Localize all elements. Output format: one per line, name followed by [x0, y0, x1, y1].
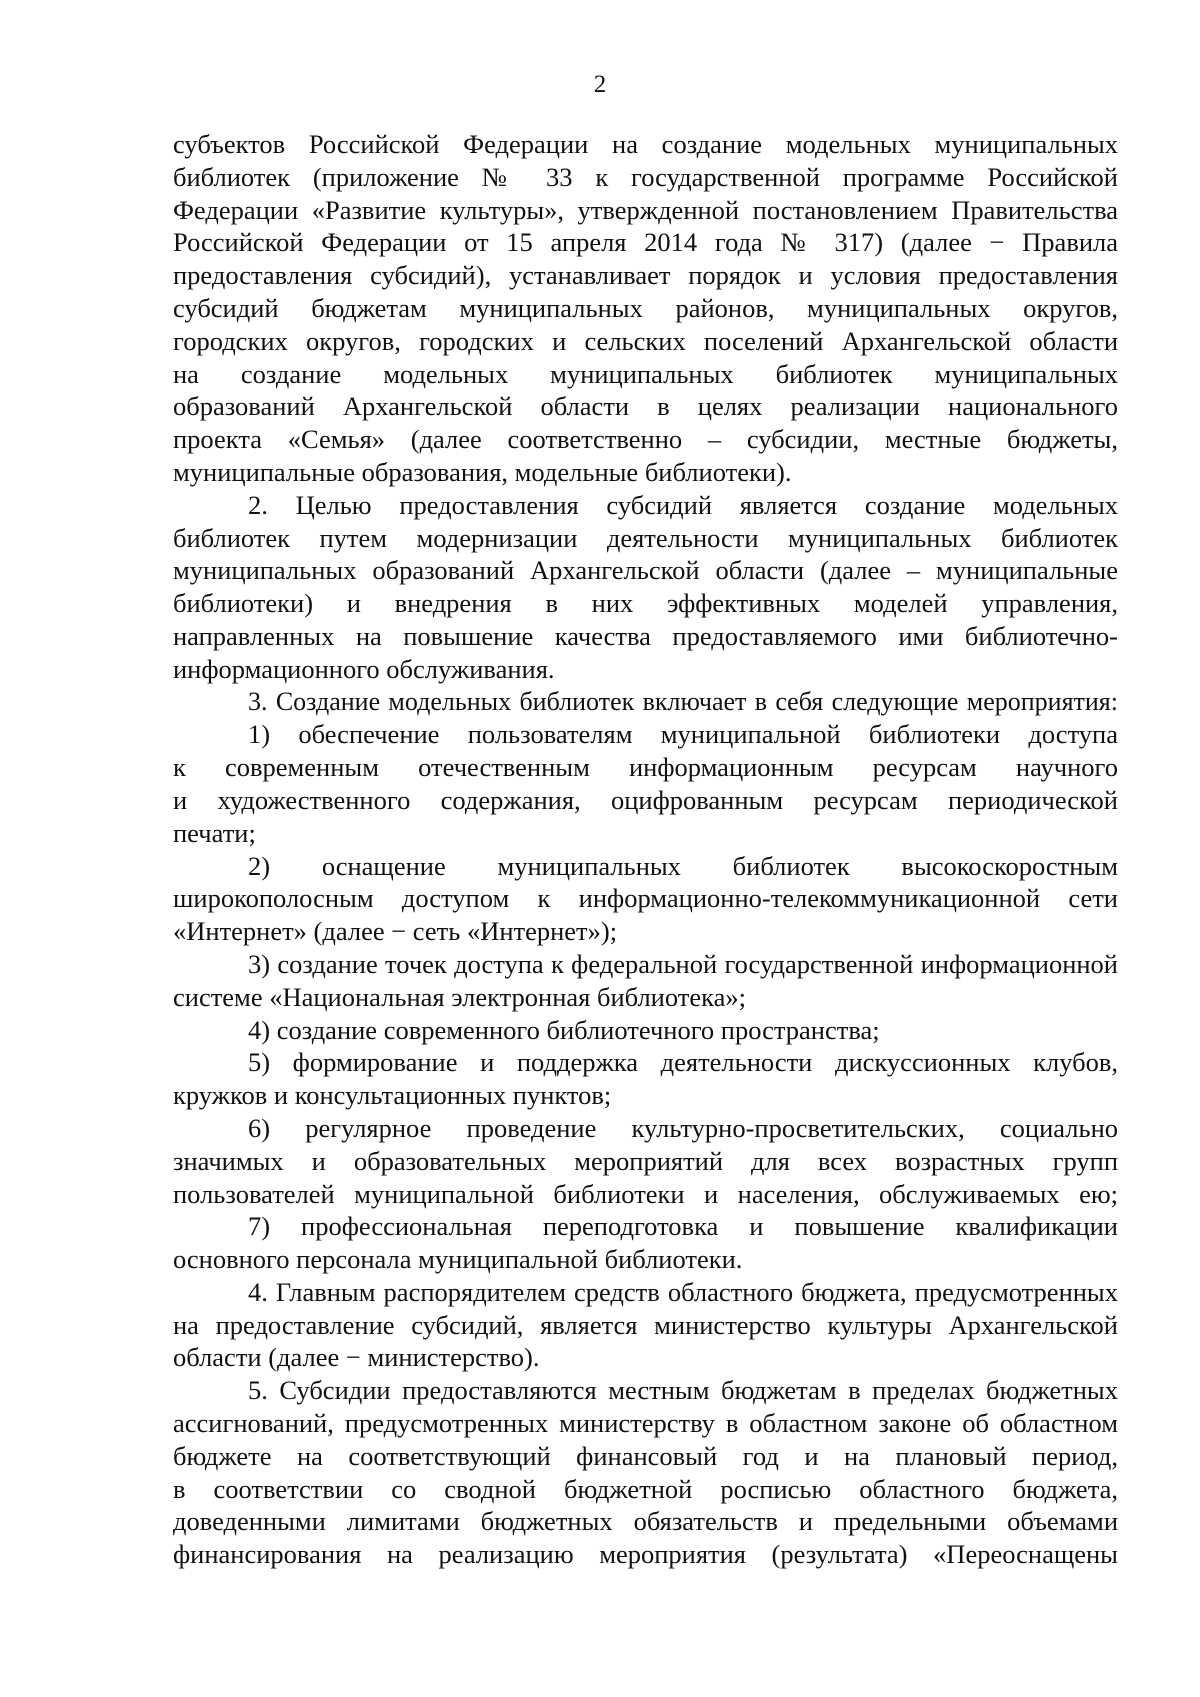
text-line: доведенными лимитами бюджетных обязательств и предельными объемами	[173, 1506, 1118, 1537]
text-line: муниципальных образований Архангельской области (далее – муниципальные	[173, 555, 1118, 586]
text-line: библиотеки) и внедрения в них эффективных моделей управления,	[173, 588, 1118, 619]
text-line: 4) создание современного библиотечного пространства;	[248, 1014, 880, 1045]
text-line: системе «Национальная электронная библиотека»;	[173, 981, 746, 1012]
text-line: 5) формирование и поддержка деятельности дискуссионных клубов,	[248, 1047, 1118, 1078]
text-line: Российской Федерации от 15 апреля 2014 года № 317) (далее − Правила	[173, 227, 1118, 258]
text-line: библиотек (приложение № 33 к государственной программе Российской	[173, 161, 1118, 192]
text-line: и художественного содержания, оцифрованным ресурсам периодической	[173, 784, 1118, 815]
text-line: библиотек путем модернизации деятельности муниципальных библиотек	[173, 522, 1118, 553]
text-line: 3. Создание модельных библиотек включает в себя следующие мероприятия:	[248, 686, 1118, 716]
text-line: субъектов Российской Федерации на создание модельных муниципальных	[173, 129, 1118, 159]
text-line: 1) обеспечение пользователям муниципальной библиотеки доступа	[248, 719, 1118, 750]
text-line: городских округов, городских и сельских поселений Архангельской области	[173, 325, 1118, 356]
text-line: информационного обслуживания.	[173, 653, 555, 684]
text-line: направленных на повышение качества предоставляемого ими библиотечно-	[173, 620, 1118, 651]
text-line: области (далее − министерство).	[173, 1342, 540, 1373]
text-line: 3) создание точек доступа к федеральной государственной информационной	[248, 948, 1118, 979]
text-line: 6) регулярное проведение культурно-просветительских, социально	[248, 1112, 1118, 1143]
text-line: проекта «Семья» (далее соответственно – субсидии, местные бюджеты,	[173, 424, 1118, 455]
text-line: бюджете на соответствующий финансовый год и на плановый период,	[173, 1440, 1118, 1471]
text-line: значимых и образовательных мероприятий для всех возрастных групп	[173, 1145, 1118, 1176]
text-line: Федерации «Развитие культуры», утвержденной постановлением Правительства	[173, 194, 1118, 225]
text-line: образований Архангельской области в целях реализации национального	[173, 391, 1118, 422]
text-line: к современным отечественным информационным ресурсам научного	[173, 752, 1118, 783]
text-line: субсидий бюджетам муниципальных районов, муниципальных округов,	[173, 292, 1118, 323]
text-line: на создание модельных муниципальных библиотек муниципальных	[173, 358, 1118, 389]
text-line: муниципальные образования, модельные библиотеки).	[173, 456, 792, 487]
text-line: кружков и консультационных пунктов;	[173, 1080, 612, 1111]
page-number: 2	[593, 71, 607, 98]
text-line: 5. Субсидии предоставляются местным бюджетам в пределах бюджетных	[248, 1375, 1118, 1406]
text-line: на предоставление субсидий, является министерство культуры Архангельской	[173, 1309, 1118, 1340]
text-line: 4. Главным распорядителем средств областного бюджета, предусмотренных	[248, 1276, 1118, 1307]
text-line: финансирования на реализацию мероприятия (результата) «Переоснащены	[173, 1539, 1118, 1570]
text-line: 2. Целью предоставления субсидий является создание модельных	[248, 489, 1118, 520]
text-line: 2) оснащение муниципальных библиотек высокоскоростным	[248, 850, 1118, 881]
text-line: «Интернет» (далее − сеть «Интернет»);	[173, 916, 618, 947]
document-body	[173, 128, 1118, 1571]
text-line: 7) профессиональная переподготовка и повышение квалификации	[248, 1211, 1118, 1242]
text-line: печати;	[173, 817, 256, 848]
text-line: основного персонала муниципальной библиотеки.	[173, 1244, 743, 1275]
text-line: широкополосным доступом к информационно-телекоммуникационной сети	[173, 883, 1118, 914]
text-line: ассигнований, предусмотренных министерству в областном законе об областном	[173, 1408, 1118, 1439]
text-line: пользователей муниципальной библиотеки и населения, обслуживаемых ею;	[173, 1178, 1118, 1209]
text-line: предоставления субсидий), устанавливает порядок и условия предоставления	[173, 260, 1118, 291]
text-line: в соответствии со сводной бюджетной росписью областного бюджета,	[173, 1473, 1118, 1504]
